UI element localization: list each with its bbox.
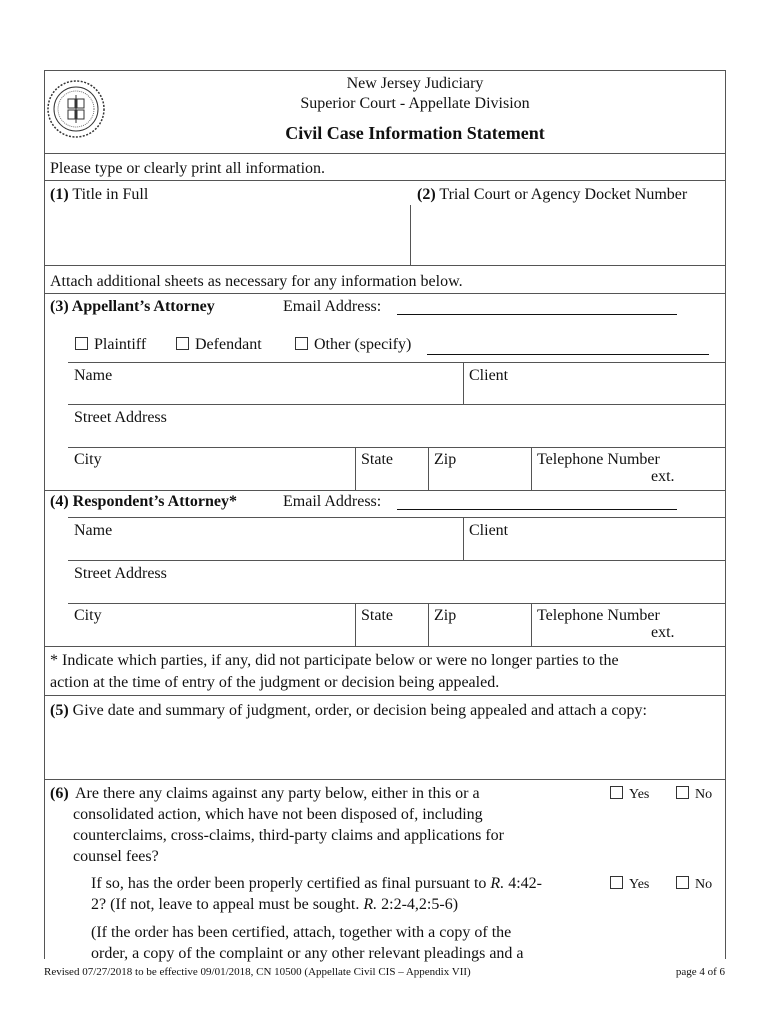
- divider: [44, 293, 725, 294]
- divider: [44, 779, 725, 780]
- page-title: Civil Case Information Statement: [285, 123, 545, 143]
- certified-note-line-1: (If the order has been certified, attach, together with a copy of the: [91, 924, 512, 941]
- respondent-state-label: State: [361, 607, 393, 624]
- appellant-email-label: Email Address:: [283, 298, 382, 315]
- respondent-attorney-label: (4) Respondent’s Attorney*: [50, 493, 237, 510]
- claims-question-line-3: counterclaims, cross-claims, third-party claims and applications for: [73, 827, 504, 844]
- footnote-line-1: * Indicate which parties, if any, did not participate below or were no longer parties to the: [50, 652, 619, 669]
- instructions: Please type or clearly print all information.: [50, 160, 326, 177]
- certified-no-checkbox[interactable]: [676, 875, 712, 894]
- footer-page-number: page 4 of 6: [675, 966, 725, 978]
- appellant-email-field[interactable]: [397, 314, 677, 315]
- other-checkbox[interactable]: [295, 335, 411, 354]
- appellant-client-field[interactable]: [466, 384, 721, 402]
- claims-question-line-1: Are there any claims against any party below, either in this or a: [75, 785, 480, 802]
- divider: [68, 362, 725, 363]
- divider: [463, 517, 464, 560]
- respondent-city-label: City: [74, 607, 102, 624]
- attach-note: Attach additional sheets as necessary for any information below.: [50, 273, 463, 290]
- footer-revised: Revised 07/27/2018 to be effective 09/01/2018, CN 10500 (Appellate Civil CIS – Appendix VII): [44, 966, 471, 978]
- divider: [44, 153, 725, 154]
- appellant-name-field[interactable]: [70, 384, 460, 402]
- respondent-name-label: Name: [74, 522, 113, 539]
- other-specify-field[interactable]: [427, 354, 709, 355]
- plaintiff-label: Plaintiff: [94, 336, 147, 353]
- certified-question-text-a: If so, has the order been properly certified as final pursuant to: [91, 875, 491, 892]
- respondent-phone-label: Telephone Number: [537, 607, 660, 624]
- section-1-number: (1): [50, 186, 69, 203]
- divider: [68, 447, 725, 448]
- divider: [44, 265, 725, 266]
- certified-yes-checkbox[interactable]: [610, 875, 649, 894]
- docket-number-field[interactable]: [412, 206, 722, 264]
- certified-question-text-c: 2? (If not, leave to appeal must be sought.: [91, 896, 364, 913]
- certified-question-line-1: [91, 874, 542, 893]
- appellant-city-label: City: [74, 451, 102, 468]
- docket-number-label: [417, 185, 687, 204]
- divider: [531, 603, 532, 646]
- appellant-state-label: State: [361, 451, 393, 468]
- respondent-email-label: Email Address:: [283, 493, 382, 510]
- divider: [428, 447, 429, 490]
- other-label: Other (specify): [314, 336, 412, 353]
- section-2-number: (2): [417, 186, 436, 203]
- claims-question-line-4: counsel fees?: [73, 848, 159, 865]
- appellant-phone-label: Telephone Number: [537, 451, 660, 468]
- section-5-text: Give date and summary of judgment, order, or decision being appealed and attach a copy:: [72, 702, 647, 719]
- divider: [531, 447, 532, 490]
- divider: [68, 517, 725, 518]
- respondent-client-label: Client: [469, 522, 509, 539]
- divider: [428, 603, 429, 646]
- rule-reference: R.: [363, 896, 378, 913]
- claims-no-label: No: [695, 787, 713, 802]
- certified-yes-label: Yes: [629, 877, 650, 892]
- header-line-2: Superior Court - Appellate Division: [300, 95, 530, 112]
- appellant-ext-label: ext.: [651, 468, 675, 485]
- title-in-full-label: [50, 185, 148, 204]
- defendant-checkbox[interactable]: [176, 335, 262, 354]
- defendant-label: Defendant: [195, 336, 262, 353]
- certified-question-text-d: 2:2-4,2:5-6): [377, 896, 459, 913]
- appellant-name-label: Name: [74, 367, 113, 384]
- claims-no-checkbox[interactable]: [676, 785, 712, 804]
- divider: [44, 490, 725, 491]
- divider: [44, 695, 725, 696]
- certified-question-text-b: 4:42-: [504, 875, 542, 892]
- claims-yes-checkbox[interactable]: [610, 785, 649, 804]
- respondent-ext-label: ext.: [651, 624, 675, 641]
- section-6-number: (6): [50, 785, 69, 802]
- appellant-attorney-label: (3) Appellant’s Attorney: [50, 298, 215, 315]
- divider: [68, 603, 725, 604]
- appellant-street-label: Street Address: [74, 409, 167, 426]
- judgment-summary-label: [50, 701, 647, 720]
- certified-no-label: No: [695, 877, 713, 892]
- appellant-zip-label: Zip: [434, 451, 457, 468]
- certified-question-line-2: [91, 895, 458, 914]
- divider: [355, 603, 356, 646]
- divider: [68, 404, 725, 405]
- certified-note-line-2: order, a copy of the complaint or any other relevant pleadings and a: [91, 945, 524, 962]
- respondent-email-field[interactable]: [397, 509, 677, 510]
- plaintiff-checkbox[interactable]: [75, 335, 146, 354]
- claims-yes-label: Yes: [629, 787, 650, 802]
- rule-reference: R.: [490, 875, 505, 892]
- section-2-label: Trial Court or Agency Docket Number: [439, 186, 688, 203]
- appellant-street-field[interactable]: [70, 427, 720, 445]
- footnote-line-2: action at the time of entry of the judgment or decision being appealed.: [50, 674, 500, 691]
- divider: [44, 180, 725, 181]
- divider: [68, 560, 725, 561]
- respondent-zip-label: Zip: [434, 607, 457, 624]
- section-1-label: Title in Full: [72, 186, 149, 203]
- divider: [463, 362, 464, 404]
- divider: [410, 205, 411, 265]
- claims-question-line-2: consolidated action, which have not been disposed of, including: [73, 806, 483, 823]
- header-line-1: New Jersey Judiciary: [346, 75, 484, 92]
- respondent-street-label: Street Address: [74, 565, 167, 582]
- appellant-client-label: Client: [469, 367, 509, 384]
- section-5-number: (5): [50, 702, 69, 719]
- title-in-full-field[interactable]: [46, 204, 408, 264]
- judgment-summary-field[interactable]: [46, 722, 722, 777]
- divider: [44, 646, 725, 647]
- divider: [355, 447, 356, 490]
